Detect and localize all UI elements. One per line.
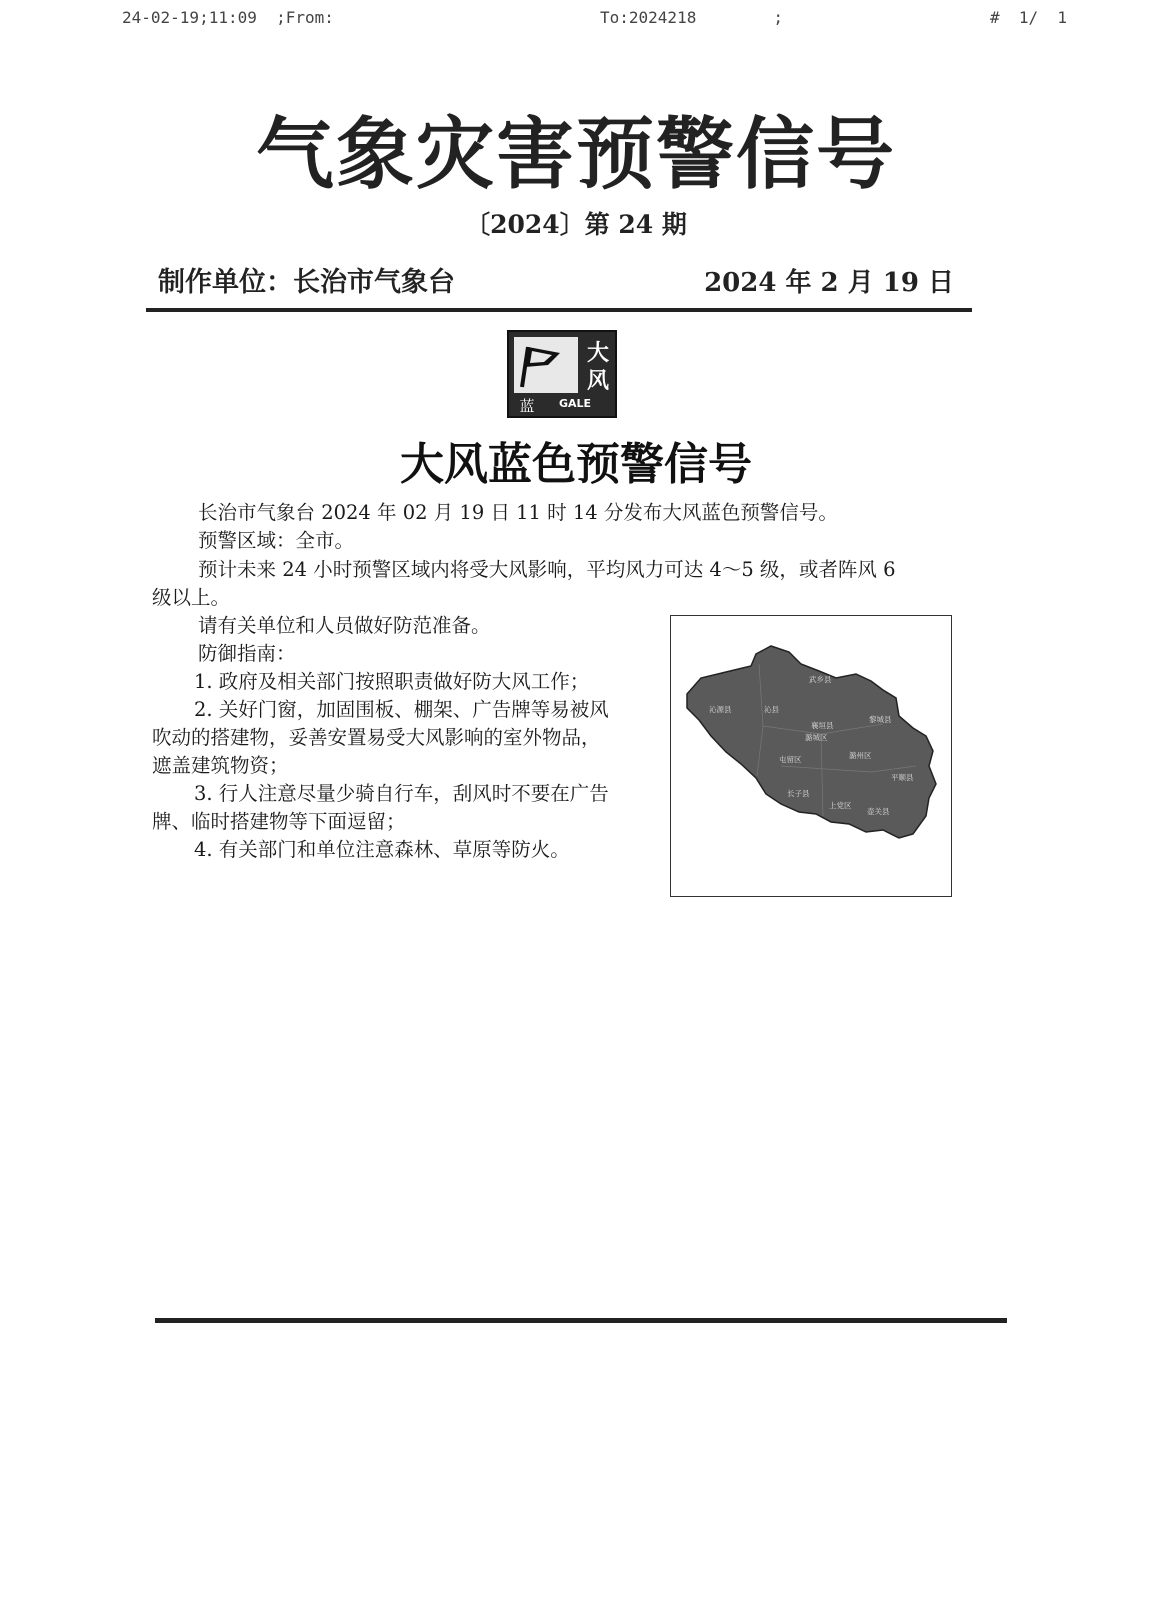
map-label: 屯留区 [779, 755, 802, 764]
map-label: 长子县 [787, 789, 810, 798]
issue-statement: 长治市气象台 2024 年 02 月 19 日 11 时 14 分发布大风蓝色预警信号。 [198, 501, 838, 524]
guide-item-3-line-1: 3. 行人注意尽量少骑自行车，刮风时不要在广告 [194, 782, 609, 805]
icon-level-char: 蓝 [519, 397, 535, 415]
map-label: 武乡县 [809, 675, 832, 684]
warning-area-map [670, 615, 952, 897]
guide-item-1: 1. 政府及相关部门按照职责做好防大风工作； [194, 670, 590, 693]
icon-char-top: 大 [586, 341, 609, 366]
flag-icon [514, 337, 578, 393]
guide-item-4: 4. 有关部门和单位注意森林、草原等防火。 [194, 838, 570, 861]
document-title: 气象灾害预警信号 [255, 110, 896, 200]
issuer: 制作单位：长治市气象台 [158, 267, 455, 298]
guide-item-2-line-1: 2. 关好门窗，加固围板、棚架、广告牌等易被风 [194, 698, 609, 721]
map-label: 潞城区 [805, 733, 828, 742]
signal-title: 大风蓝色预警信号 [400, 439, 752, 490]
map-label: 平顺县 [891, 773, 914, 782]
fax-to: To:2024218 ; [600, 8, 784, 27]
map-label: 黎城县 [869, 715, 892, 724]
issue-number: 〔2024〕第 24 期 [465, 210, 687, 239]
gale-blue-warning-icon [507, 330, 617, 418]
map-label: 沁县 [764, 705, 779, 714]
footer-rule [155, 1318, 1007, 1323]
header-rule [146, 308, 972, 312]
guide-title: 防御指南： [198, 642, 296, 665]
map-label: 壶关县 [867, 807, 890, 816]
map-label: 潞州区 [849, 751, 872, 760]
fax-header [0, 8, 1152, 32]
issue-date: 2024 年 2 月 19 日 [704, 268, 954, 298]
guide-item-3-line-2: 牌、临时搭建物等下面逗留； [152, 810, 406, 833]
region-map [671, 616, 951, 896]
icon-char-bottom: 风 [586, 369, 609, 394]
fax-page-number: # 1/ 1 [990, 8, 1068, 27]
warning-area: 预警区域：全市。 [198, 529, 355, 552]
icon-english-label: GALE [559, 397, 592, 410]
flag-panel [514, 337, 578, 393]
map-label: 上党区 [829, 801, 852, 810]
map-label: 襄垣县 [811, 721, 834, 730]
guide-item-2-line-3: 遮盖建筑物资； [152, 754, 289, 777]
fax-from: 24-02-19;11:09 ;From: [122, 8, 334, 27]
map-label: 沁源县 [709, 705, 732, 714]
prepare-notice: 请有关单位和人员做好防范准备。 [198, 614, 491, 637]
guide-item-2-line-2: 吹动的搭建物，妥善安置易受大风影响的室外物品， [152, 726, 601, 749]
forecast-line-2: 级以上。 [152, 586, 231, 609]
forecast-line-1: 预计未来 24 小时预警区域内将受大风影响，平均风力可达 4～5 级，或者阵风 6 [198, 558, 896, 581]
